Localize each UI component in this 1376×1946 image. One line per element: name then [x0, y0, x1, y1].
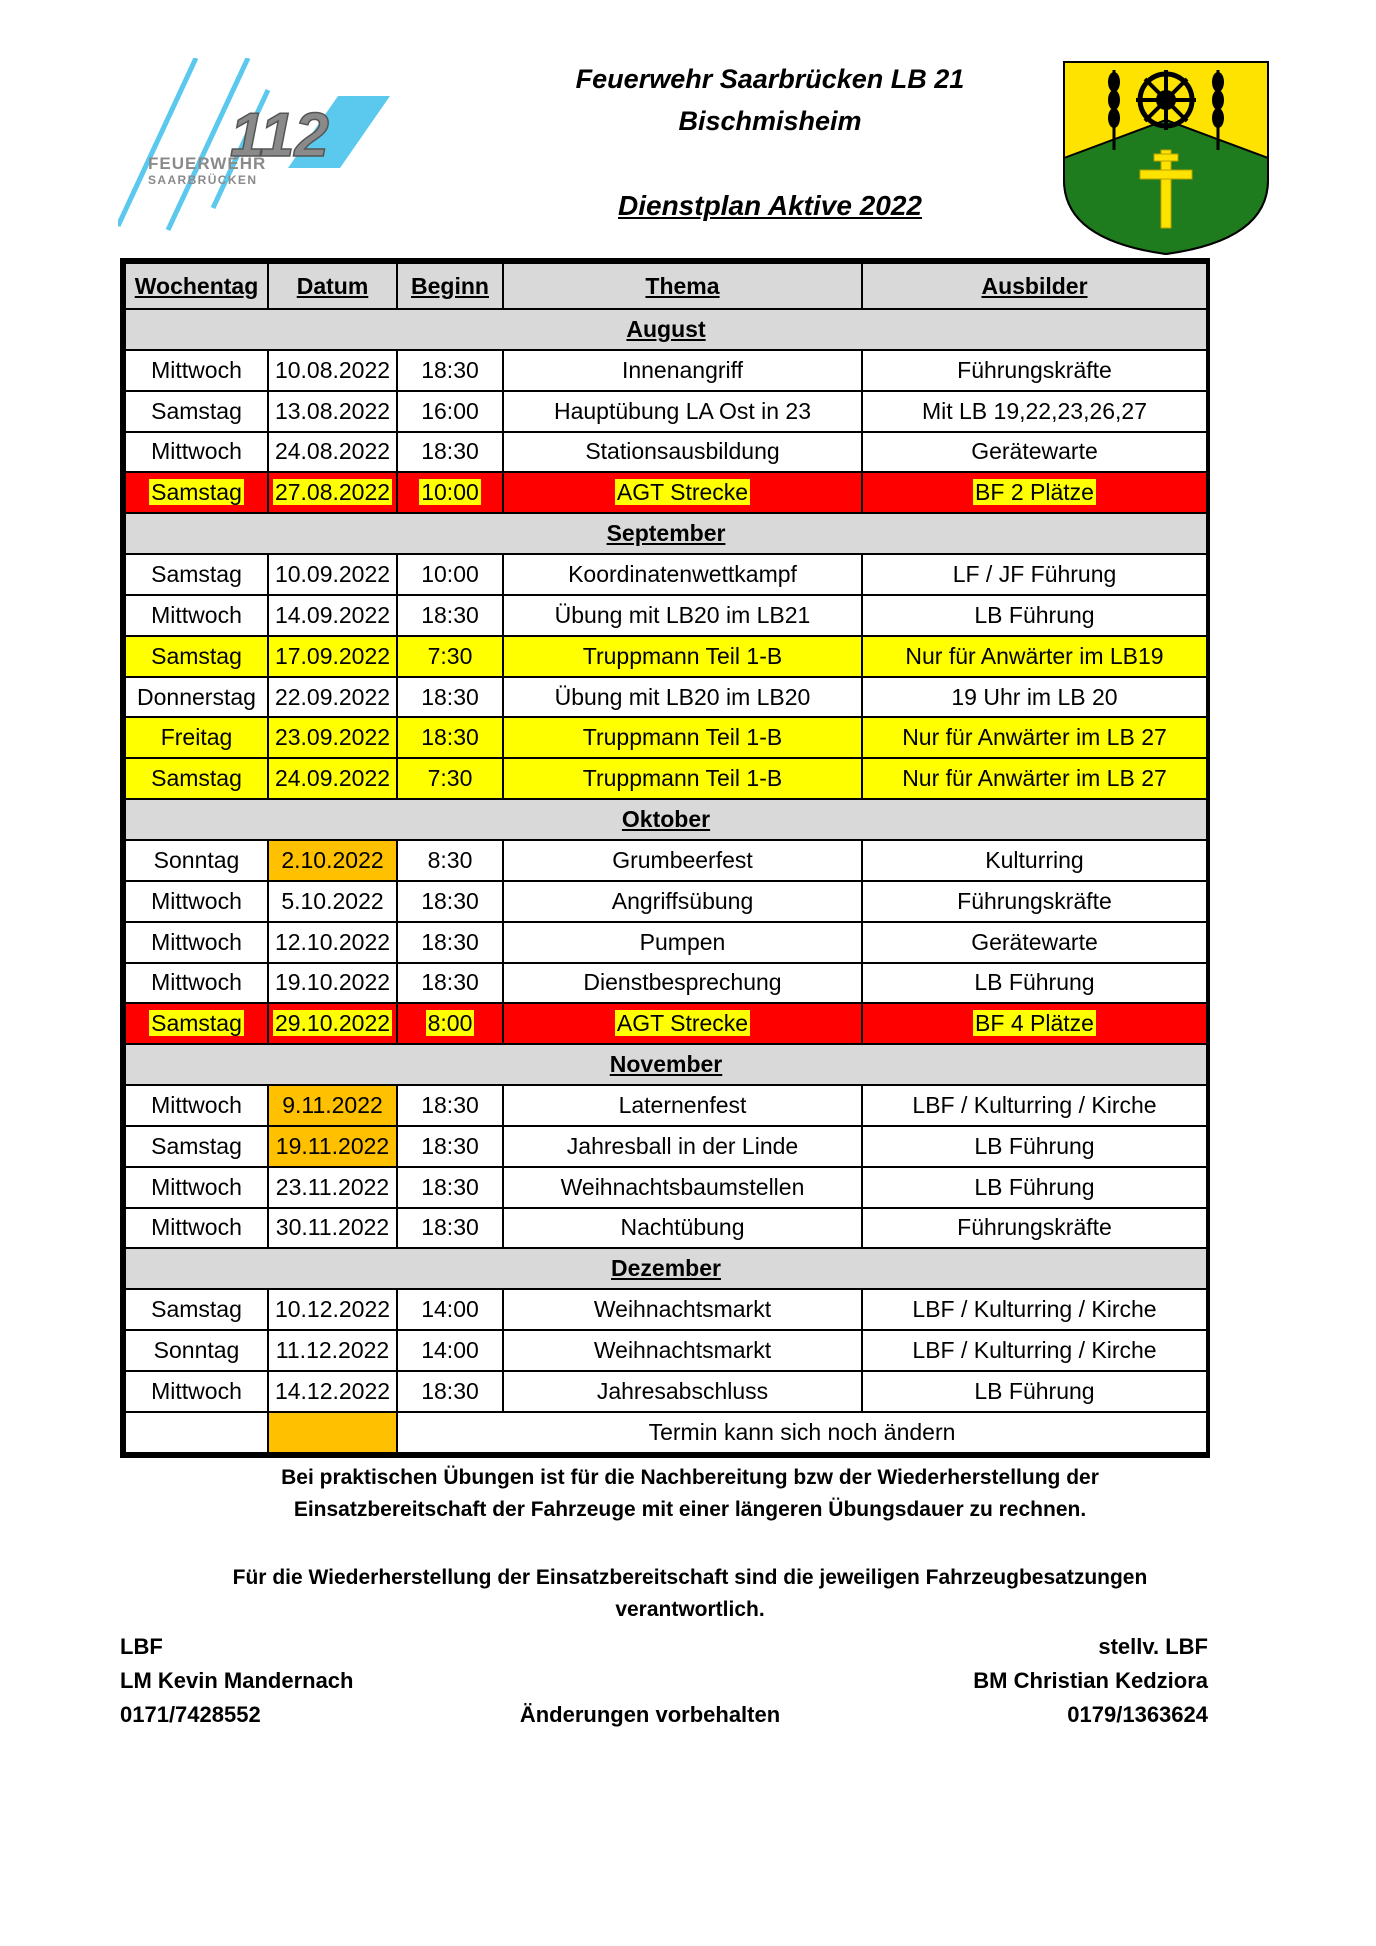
trainer-cell: Kulturring [862, 840, 1207, 881]
trainer-cell [862, 1003, 1207, 1044]
date-cell-text: 27.08.2022 [274, 479, 391, 506]
date-cell: 19.11.2022 [268, 1126, 397, 1167]
topic-cell: Innenangriff [503, 350, 862, 391]
date-cell [268, 1003, 397, 1044]
topic-cell: Jahresabschluss [503, 1371, 862, 1412]
start-cell: 18:30 [397, 1208, 503, 1249]
logo-text2: SAARBRÜCKEN [148, 173, 258, 187]
weekday-cell [125, 1003, 268, 1044]
table-row [125, 472, 1207, 513]
topic-cell: Truppmann Teil 1-B [503, 636, 862, 677]
note2-line1: Für die Wiederherstellung der Einsatzbereitschaft sind die jeweiligen Fahrzeugbesatzungen [232, 1566, 1148, 1589]
start-cell: 18:30 [397, 677, 503, 718]
table-row [125, 1126, 1207, 1167]
table-row [125, 1371, 1207, 1412]
start-cell-text: 10:00 [421, 479, 479, 506]
trainer-cell [862, 472, 1207, 513]
date-cell: 24.09.2022 [268, 758, 397, 799]
month-label: September [125, 513, 1207, 554]
table-row [125, 1085, 1207, 1126]
note-practical-exercises [120, 1462, 1260, 1526]
topic-cell: Übung mit LB20 im LB20 [503, 677, 862, 718]
table-row [125, 432, 1207, 473]
start-cell: 18:30 [397, 963, 503, 1004]
footer-left-contact [120, 1630, 353, 1732]
start-cell: 16:00 [397, 391, 503, 432]
topic-cell: Weihnachtsbaumstellen [503, 1167, 862, 1208]
topic-cell: Truppmann Teil 1-B [503, 758, 862, 799]
table-row [125, 717, 1207, 758]
date-cell: 10.12.2022 [268, 1289, 397, 1330]
note2-line2: verantwortlich. [615, 1598, 765, 1621]
date-cell: 14.12.2022 [268, 1371, 397, 1412]
topic-cell: Grumbeerfest [503, 840, 862, 881]
topic-cell: Stationsausbildung [503, 432, 862, 473]
weekday-cell: Mittwoch [125, 881, 268, 922]
table-row [125, 636, 1207, 677]
weekday-cell: Mittwoch [125, 1371, 268, 1412]
left-name: LM Kevin Mandernach [120, 1668, 354, 1693]
trainer-cell: Nur für Anwärter im LB19 [862, 636, 1207, 677]
date-cell: 19.10.2022 [268, 963, 397, 1004]
legend-text: Termin kann sich noch ändern [397, 1412, 1207, 1453]
trainer-cell: Nur für Anwärter im LB 27 [862, 758, 1207, 799]
weekday-cell: Samstag [125, 554, 268, 595]
weekday-cell-text: Samstag [151, 1010, 242, 1037]
weekday-cell: Sonntag [125, 840, 268, 881]
trainer-cell: LBF / Kulturring / Kirche [862, 1289, 1207, 1330]
topic-cell-text: AGT Strecke [616, 1010, 749, 1037]
table-row [125, 391, 1207, 432]
start-cell: 18:30 [397, 595, 503, 636]
weekday-cell: Mittwoch [125, 1208, 268, 1249]
date-cell: 22.09.2022 [268, 677, 397, 718]
topic-cell: Truppmann Teil 1-B [503, 717, 862, 758]
weekday-cell: Mittwoch [125, 432, 268, 473]
table-row [125, 350, 1207, 391]
start-cell: 18:30 [397, 1371, 503, 1412]
weekday-cell: Sonntag [125, 1330, 268, 1371]
header-trainer: Ausbilder [862, 263, 1207, 309]
note1-line2: Einsatzbereitschaft der Fahrzeuge mit einer längeren Übungsdauer zu rechnen. [293, 1498, 1087, 1521]
start-cell: 18:30 [397, 881, 503, 922]
weekday-cell: Mittwoch [125, 350, 268, 391]
date-cell: 14.09.2022 [268, 595, 397, 636]
weekday-cell: Mittwoch [125, 1085, 268, 1126]
municipal-coat-of-arms [1062, 60, 1270, 256]
table-row [125, 554, 1207, 595]
start-cell: 7:30 [397, 636, 503, 677]
header-start: Beginn [397, 263, 503, 309]
table-row [125, 677, 1207, 718]
table-row [125, 595, 1207, 636]
left-phone: 0171/7428552 [120, 1702, 261, 1727]
note-vehicle-crews [120, 1562, 1260, 1626]
logo-text1: FEUERWEHR [148, 154, 267, 173]
topic-cell: Koordinatenwettkampf [503, 554, 862, 595]
table-row [125, 1289, 1207, 1330]
table-row [125, 881, 1207, 922]
trainer-cell: LB Führung [862, 595, 1207, 636]
legend-row [125, 1412, 1207, 1453]
month-label: November [125, 1044, 1207, 1085]
weekday-cell: Samstag [125, 1289, 268, 1330]
date-cell: 24.08.2022 [268, 432, 397, 473]
date-cell: 12.10.2022 [268, 922, 397, 963]
legend-blank-cell [125, 1412, 268, 1453]
weekday-cell: Mittwoch [125, 1167, 268, 1208]
start-cell: 14:00 [397, 1330, 503, 1371]
month-header-row [125, 799, 1207, 840]
start-cell: 7:30 [397, 758, 503, 799]
start-cell: 18:30 [397, 350, 503, 391]
date-cell: 10.09.2022 [268, 554, 397, 595]
topic-cell: Übung mit LB20 im LB21 [503, 595, 862, 636]
trainer-cell: LB Führung [862, 963, 1207, 1004]
page-title: Dienstplan Aktive 2022 [618, 190, 922, 221]
start-cell [397, 1003, 503, 1044]
date-cell [268, 472, 397, 513]
trainer-cell-text: BF 2 Plätze [975, 479, 1094, 506]
trainer-cell: LBF / Kulturring / Kirche [862, 1330, 1207, 1371]
date-cell: 2.10.2022 [268, 840, 397, 881]
legend-color-swatch [268, 1412, 397, 1453]
header-organization: Feuerwehr Saarbrücken LB 21 [575, 64, 965, 94]
date-cell: 23.11.2022 [268, 1167, 397, 1208]
month-header-row [125, 1248, 1207, 1289]
trainer-cell: Gerätewarte [862, 922, 1207, 963]
trainer-cell: Führungskräfte [862, 350, 1207, 391]
right-role: stellv. LBF [1098, 1634, 1208, 1659]
weekday-cell: Donnerstag [125, 677, 268, 718]
date-cell: 10.08.2022 [268, 350, 397, 391]
month-label: Dezember [125, 1248, 1207, 1289]
right-phone: 0179/1363624 [1067, 1702, 1208, 1727]
trainer-cell: Führungskräfte [862, 1208, 1207, 1249]
topic-cell-text: AGT Strecke [616, 479, 749, 506]
topic-cell: Weihnachtsmarkt [503, 1289, 862, 1330]
start-cell: 8:30 [397, 840, 503, 881]
fire-department-logo [118, 58, 398, 233]
date-cell: 9.11.2022 [268, 1085, 397, 1126]
header-date: Datum [268, 263, 397, 309]
date-cell: 30.11.2022 [268, 1208, 397, 1249]
topic-cell: Dienstbesprechung [503, 963, 862, 1004]
weekday-cell-text: Samstag [151, 479, 242, 506]
topic-cell: Laternenfest [503, 1085, 862, 1126]
trainer-cell: Führungskräfte [862, 881, 1207, 922]
month-header-row [125, 309, 1207, 350]
month-label: Oktober [125, 799, 1207, 840]
weekday-cell: Mittwoch [125, 922, 268, 963]
weekday-cell: Mittwoch [125, 963, 268, 1004]
date-cell: 17.09.2022 [268, 636, 397, 677]
date-cell: 5.10.2022 [268, 881, 397, 922]
note1-line1: Bei praktischen Übungen ist für die Nachbereitung bzw der Wiederherstellung der [281, 1466, 1099, 1489]
table-row [125, 840, 1207, 881]
table-row [125, 1208, 1207, 1249]
trainer-cell: Mit LB 19,22,23,26,27 [862, 391, 1207, 432]
topic-cell: Jahresball in der Linde [503, 1126, 862, 1167]
trainer-cell: LB Führung [862, 1371, 1207, 1412]
start-cell: 18:30 [397, 717, 503, 758]
header-weekday: Wochentag [125, 263, 268, 309]
month-label: August [125, 309, 1207, 350]
weekday-cell: Mittwoch [125, 595, 268, 636]
header-location: Bischmisheim [678, 106, 862, 136]
trainer-cell: LB Führung [862, 1126, 1207, 1167]
topic-cell: Angriffsübung [503, 881, 862, 922]
month-header-row [125, 1044, 1207, 1085]
duty-schedule-table [120, 258, 1210, 1458]
left-role: LBF [120, 1634, 163, 1659]
footer-disclaimer: Änderungen vorbehalten [519, 1702, 781, 1727]
table-row [125, 1003, 1207, 1044]
logo-number: 112 [230, 101, 329, 170]
weekday-cell: Samstag [125, 758, 268, 799]
date-cell-text: 29.10.2022 [274, 1010, 391, 1037]
start-cell: 18:30 [397, 1167, 503, 1208]
start-cell: 10:00 [397, 554, 503, 595]
date-cell: 11.12.2022 [268, 1330, 397, 1371]
topic-cell: Pumpen [503, 922, 862, 963]
start-cell: 14:00 [397, 1289, 503, 1330]
start-cell: 18:30 [397, 1126, 503, 1167]
footer-right-contact [973, 1630, 1208, 1732]
weekday-cell [125, 472, 268, 513]
start-cell: 18:30 [397, 922, 503, 963]
table-row [125, 1167, 1207, 1208]
table-row [125, 1330, 1207, 1371]
topic-cell: Hauptübung LA Ost in 23 [503, 391, 862, 432]
trainer-cell-text: BF 4 Plätze [975, 1010, 1094, 1037]
header-topic: Thema [503, 263, 862, 309]
trainer-cell: LF / JF Führung [862, 554, 1207, 595]
trainer-cell: LBF / Kulturring / Kirche [862, 1085, 1207, 1126]
weekday-cell: Samstag [125, 1126, 268, 1167]
trainer-cell: LB Führung [862, 1167, 1207, 1208]
start-cell: 18:30 [397, 1085, 503, 1126]
weekday-cell: Samstag [125, 391, 268, 432]
weekday-cell: Freitag [125, 717, 268, 758]
trainer-cell: Gerätewarte [862, 432, 1207, 473]
date-cell: 23.09.2022 [268, 717, 397, 758]
table-row [125, 963, 1207, 1004]
table-row [125, 758, 1207, 799]
topic-cell [503, 472, 862, 513]
topic-cell: Weihnachtsmarkt [503, 1330, 862, 1371]
trainer-cell: 19 Uhr im LB 20 [862, 677, 1207, 718]
month-header-row [125, 513, 1207, 554]
date-cell: 13.08.2022 [268, 391, 397, 432]
trainer-cell: Nur für Anwärter im LB 27 [862, 717, 1207, 758]
right-name: BM Christian Kedziora [973, 1668, 1208, 1693]
start-cell [397, 472, 503, 513]
topic-cell: Nachtübung [503, 1208, 862, 1249]
start-cell-text: 8:00 [427, 1010, 473, 1037]
start-cell: 18:30 [397, 432, 503, 473]
weekday-cell: Samstag [125, 636, 268, 677]
topic-cell [503, 1003, 862, 1044]
table-row [125, 922, 1207, 963]
